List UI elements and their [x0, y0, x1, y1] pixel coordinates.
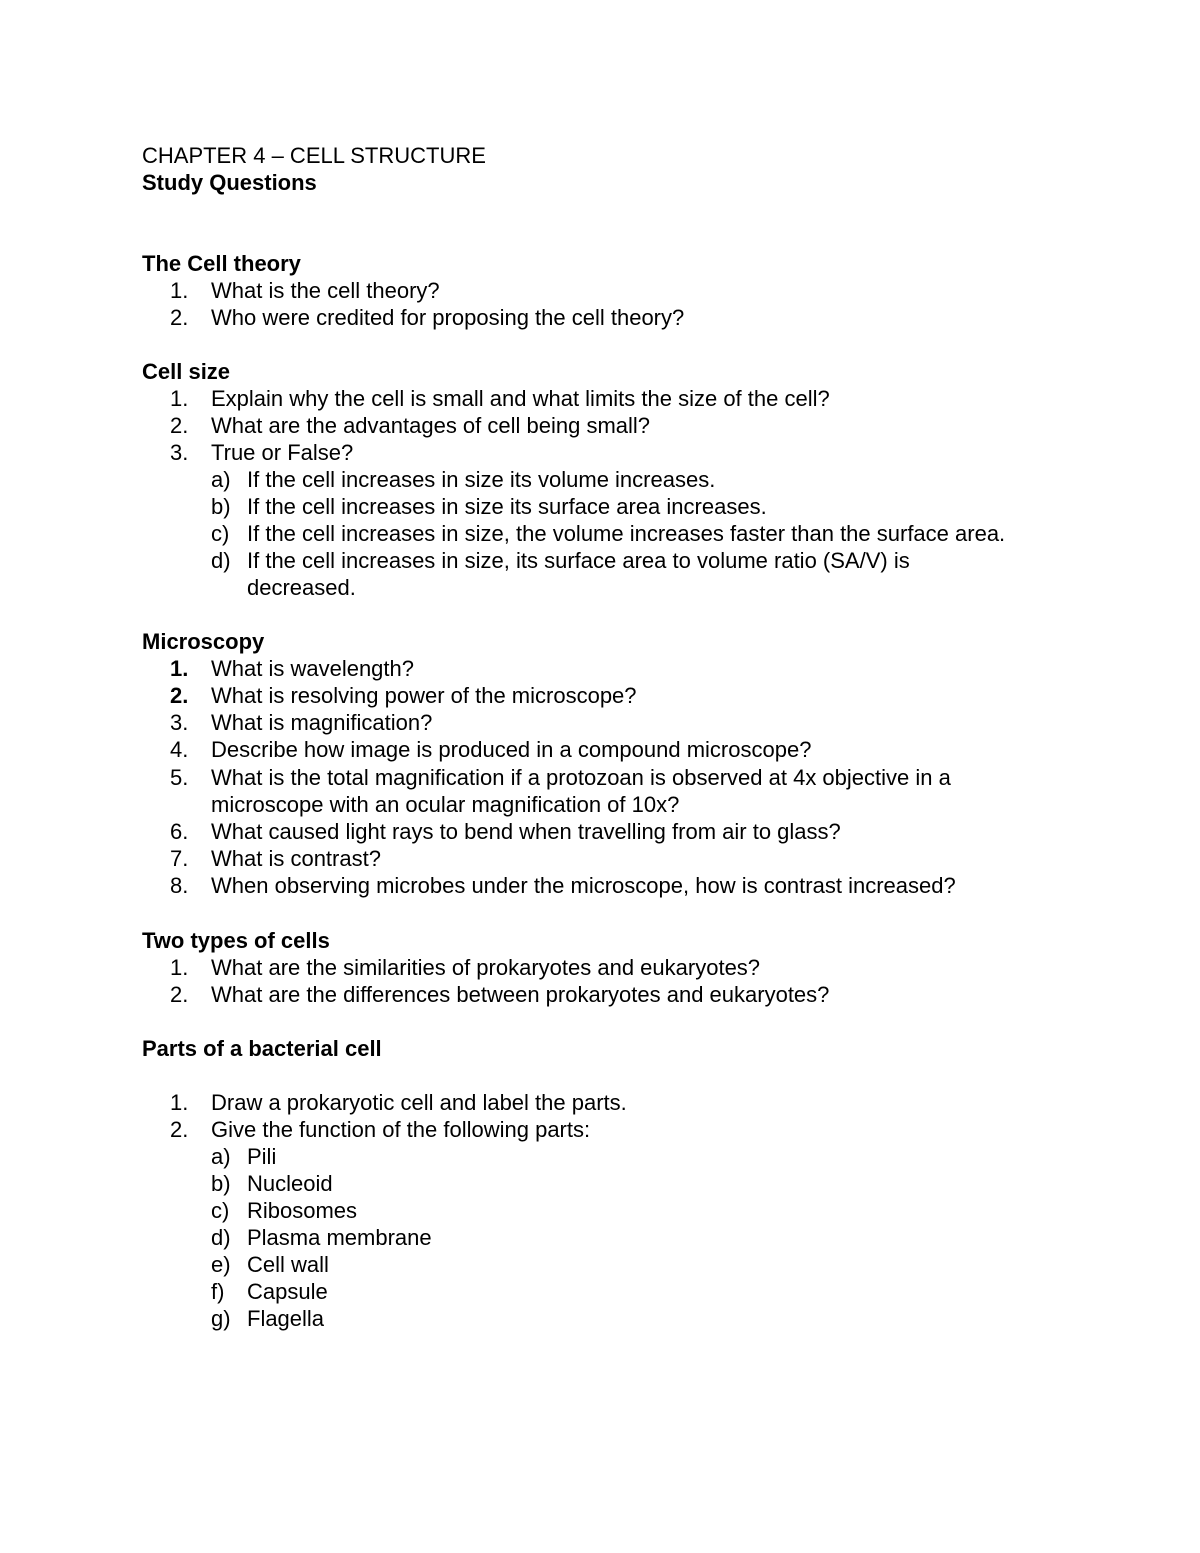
item-text: Nucleoid — [247, 1171, 333, 1196]
item-text: What is wavelength? — [211, 656, 414, 681]
item-number: 7. — [170, 846, 189, 871]
item-number: 6. — [170, 819, 189, 844]
section-heading-cell-theory: The Cell theory — [142, 251, 301, 276]
item-number: 2. — [170, 683, 189, 708]
item-text: What is contrast? — [211, 846, 381, 871]
item-number: 1. — [170, 278, 189, 303]
item-text: Who were credited for proposing the cell theory? — [211, 305, 685, 330]
item-number: 2. — [170, 413, 189, 438]
section-heading-microscopy: Microscopy — [142, 629, 265, 654]
item-letter: f) — [211, 1279, 225, 1304]
item-number: 5. — [170, 765, 189, 790]
item-letter: a) — [211, 1144, 231, 1169]
item-text: Capsule — [247, 1279, 328, 1304]
item-text: Cell wall — [247, 1252, 329, 1277]
item-letter: c) — [211, 521, 230, 546]
item-text: Flagella — [247, 1306, 325, 1331]
item-text: If the cell increases in size, its surface area to volume ratio (SA/V) is — [247, 548, 910, 573]
item-text: Ribosomes — [247, 1198, 358, 1223]
item-number: 2. — [170, 982, 189, 1007]
item-letter: a) — [211, 467, 231, 492]
item-text-continuation: microscope with an ocular magnification of 10x? — [211, 792, 680, 817]
item-text: If the cell increases in size, the volume increases faster than the surface area. — [247, 521, 1006, 546]
item-letter: c) — [211, 1198, 230, 1223]
item-text: When observing microbes under the microscope, how is contrast increased? — [211, 873, 956, 898]
section-heading-bacterial-cell: Parts of a bacterial cell — [142, 1036, 382, 1061]
item-text: Give the function of the following parts: — [211, 1117, 591, 1142]
item-letter: d) — [211, 1225, 231, 1250]
item-number: 1. — [170, 1090, 189, 1115]
item-letter: d) — [211, 548, 231, 573]
item-number: 3. — [170, 710, 189, 735]
item-text: Describe how image is produced in a compound microscope? — [211, 737, 812, 762]
item-text: Plasma membrane — [247, 1225, 432, 1250]
item-text: If the cell increases in size its volume increases. — [247, 467, 716, 492]
item-letter: b) — [211, 494, 231, 519]
item-number: 3. — [170, 440, 189, 465]
item-letter: e) — [211, 1252, 231, 1277]
item-text: What is the total magnification if a protozoan is observed at 4x objective in a — [211, 765, 951, 790]
subtitle: Study Questions — [142, 170, 317, 195]
item-text: What is the cell theory? — [211, 278, 440, 303]
chapter-title: CHAPTER 4 – CELL STRUCTURE — [142, 143, 486, 168]
item-letter: g) — [211, 1306, 231, 1331]
item-number: 8. — [170, 873, 189, 898]
item-text: If the cell increases in size its surface area increases. — [247, 494, 767, 519]
item-text: What are the similarities of prokaryotes and eukaryotes? — [211, 955, 761, 980]
item-number: 2. — [170, 305, 189, 330]
item-text: What caused light rays to bend when travelling from air to glass? — [211, 819, 841, 844]
item-text: What are the differences between prokaryotes and eukaryotes? — [211, 982, 830, 1007]
item-text: What is magnification? — [211, 710, 433, 735]
item-text: Explain why the cell is small and what limits the size of the cell? — [211, 386, 830, 411]
item-number: 2. — [170, 1117, 189, 1142]
item-text: Pili — [247, 1144, 277, 1169]
item-text: What are the advantages of cell being small? — [211, 413, 651, 438]
item-number: 4. — [170, 737, 189, 762]
section-heading-two-types: Two types of cells — [142, 928, 330, 953]
item-number: 1. — [170, 386, 189, 411]
item-text-continuation: decreased. — [247, 575, 356, 600]
item-number: 1. — [170, 656, 189, 681]
item-number: 1. — [170, 955, 189, 980]
item-text: What is resolving power of the microscope? — [211, 683, 637, 708]
section-heading-cell-size: Cell size — [142, 359, 231, 384]
item-text: True or False? — [211, 440, 354, 465]
item-letter: b) — [211, 1171, 231, 1196]
item-text: Draw a prokaryotic cell and label the parts. — [211, 1090, 627, 1115]
